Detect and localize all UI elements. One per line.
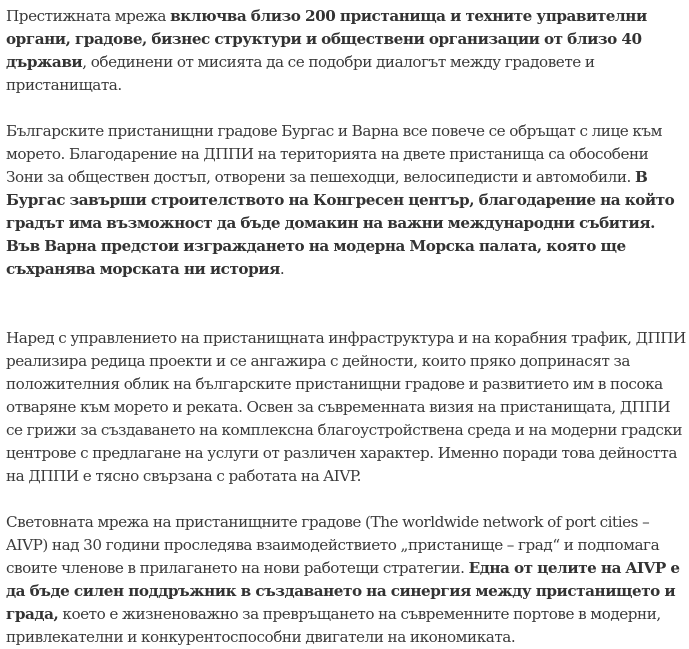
paragraph-text: Престижната мрежа xyxy=(6,7,171,25)
paragraph-text: Българските пристанищни градове Бургас и Варна все повече се обръщат с лице към морето. Благодарение на ДППИ на територията на двете пристанища са обособени Зони за обществен достъп, отворени за пешеходци, велосипедисти и автомобили. xyxy=(6,122,662,186)
paragraph-text: Световната мрежа на пристанищните градове (The worldwide network of port cities – AIVP) над 30 години проследява взаимодействието „пристанище – град“ и подпомага своите членове в прилагането на нови работещи стратегии. xyxy=(6,513,660,577)
paragraph-text: , обединени от мисията да се подобри диалогът между градовете и пристанищата. xyxy=(6,53,595,94)
paragraph-burgas-varna xyxy=(6,120,689,281)
bold-highlight: Една от целите на AIVP е да бъде силен поддръжник в създаването на синергия между пристанището и града, xyxy=(6,559,680,623)
bold-highlight: В Бургас завърши строителството на Конгресен център, благодарение на който градът има възможност да бъде домакин на важни международни събития. Във Варна предстои изграждането на модерна Морска палата, която ще съхранява морската ни история xyxy=(6,168,675,278)
bold-highlight: включва близо 200 пристанища и техните управителни органи, градове, бизнес структури и обществени организации от близо 40 държави xyxy=(6,7,647,71)
paragraph-text: Наред с управлението на пристанищната инфраструктура и на корабния трафик, ДППИ реализира редица проекти и се ангажира с дейности, които пряко допринасят за положителния облик на българските пристанищни градове и развитието им в посока отваряне към морето и реката. Освен за съвременната визия на пристанищата, ДППИ се грижи за създаването на комплексна благоустройствена среда и на модерни градски центрове с предлагане на услуги от различен характер. Именно поради това дейността на ДППИ е тясно свързана с работата на AIVP. xyxy=(6,329,686,485)
paragraph-aivp-network xyxy=(6,5,689,97)
paragraph-text: което е жизненоважно за превръщането на съвременните портове в модерни, привлекателни и конкурентоспособни двигатели на икономиката. xyxy=(6,605,661,646)
paragraph-text: . xyxy=(279,260,285,278)
paragraph-dppi-projects xyxy=(6,327,689,488)
paragraph-worldwide-network xyxy=(6,511,689,649)
